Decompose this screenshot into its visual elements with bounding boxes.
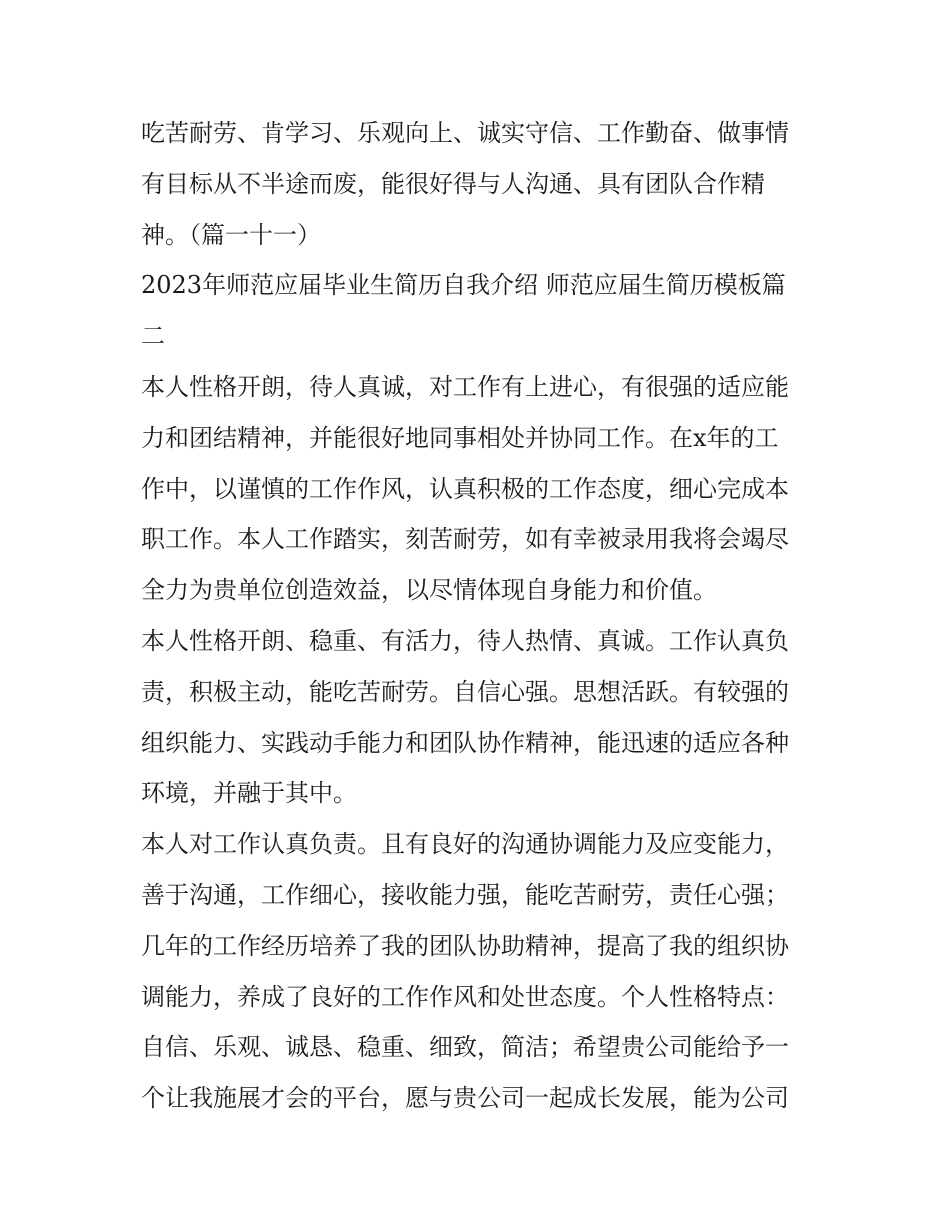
section-heading-line: 二: [141, 322, 165, 351]
text-line: 几年的工作经历培养了我的团队协助精神，提高了我的组织协: [141, 931, 789, 960]
text-line: 责，积极主动，能吃苦耐劳。自信心强。思想活跃。有较强的: [141, 677, 789, 706]
text-line: 职工作。本人工作踏实，刻苦耐劳，如有幸被录用我将会竭尽: [141, 525, 789, 554]
text-line: 神。（篇一十一）: [141, 220, 321, 249]
text-line: 本人性格开朗，待人真诚，对工作有上进心，有很强的适应能: [141, 372, 789, 401]
text-line: 全力为贵单位创造效益，以尽情体现自身能力和价值。: [141, 576, 717, 605]
text-line: 环境，并融于其中。: [141, 779, 357, 808]
document-body: [141, 108, 817, 1124]
text-line: 自信、乐观、诚恳、稳重、细致，简洁；希望贵公司能给予一: [141, 1033, 789, 1062]
text-line: 个让我施展才会的平台，愿与贵公司一起成长发展，能为公司: [141, 1084, 789, 1113]
text-line: 作中，以谨慎的工作作风，认真积极的工作态度，细心完成本: [141, 474, 789, 503]
text-line: 吃苦耐劳、肯学习、乐观向上、诚实守信、工作勤奋、做事情: [141, 119, 789, 147]
text-line: 组织能力、实践动手能力和团队协作精神，能迅速的适应各种: [141, 728, 789, 757]
text-line: 善于沟通，工作细心，接收能力强，能吃苦耐劳，责任心强；: [141, 880, 789, 909]
text-line: 本人对工作认真负责。且有良好的沟通协调能力及应变能力，: [141, 830, 789, 859]
text-line: 有目标从不半途而废，能很好得与人沟通、具有团队合作精: [141, 169, 765, 198]
text-line: 力和团结精神，并能很好地同事相处并协同工作。在x年的工: [141, 423, 779, 452]
section-heading-line: 2023年师范应届毕业生简历自我介绍 师范应届生简历模板篇: [141, 271, 786, 300]
text-line: 本人性格开朗、稳重、有活力，待人热情、真诚。工作认真负: [141, 626, 789, 655]
text-line: 调能力，养成了良好的工作作风和处世态度。个人性格特点：: [141, 982, 789, 1011]
